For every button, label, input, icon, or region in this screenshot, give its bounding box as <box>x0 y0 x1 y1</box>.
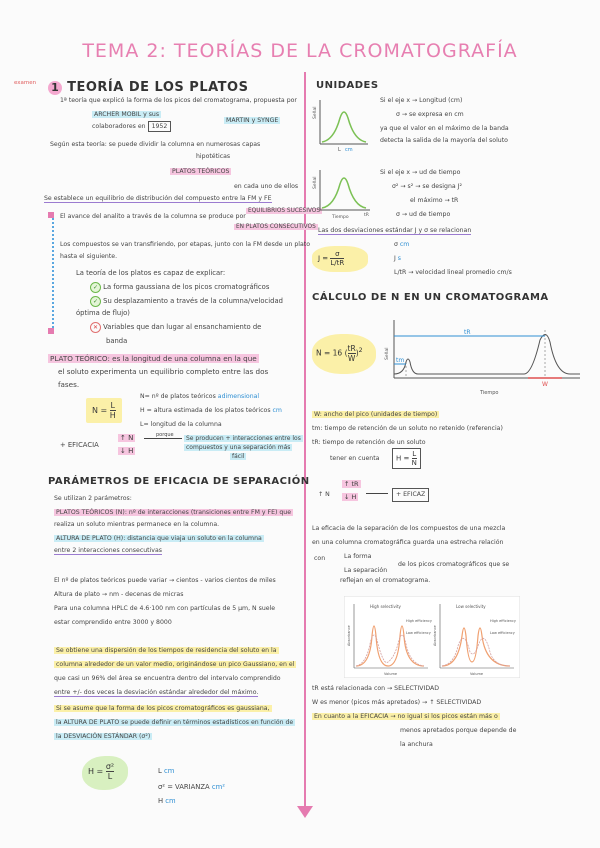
si-line-1: Si se asume que la forma de los picos cromatográficos es gaussiana, <box>56 705 270 712</box>
calc-title: CÁLCULO DE N EN UN CROMATOGRAMA <box>312 292 549 303</box>
ls-label: Low selectivity <box>456 604 486 609</box>
equilibrios-sucesivos: EQUILIBRIOS SUCESIVOS <box>248 208 321 214</box>
eficaz-arrow <box>366 493 388 494</box>
efi-rel: En cuanto a la EFICACIA → no igual si los picos están más o <box>314 713 498 720</box>
ef-line-1: La eficacia de la separación de los compuestos de una mezcla <box>312 525 506 532</box>
proposer-b: MARTIN y SYNGE <box>226 117 279 124</box>
tau-formula: J = $\frac{\sigma}{L/tR}$ <box>318 250 345 267</box>
chrom-ylabel: Señal <box>385 347 390 360</box>
legend-sigma: σ² = VARIANZA cm² <box>158 783 225 791</box>
explain-item-2: ✓ Su desplazamiento a través de la columna/velocidad <box>90 296 283 307</box>
hs-label: High selectivity <box>370 604 401 609</box>
g1-xlabel: L <box>338 147 341 152</box>
hipoteticas-text: hipotéticas <box>196 153 231 160</box>
compuestos-text: Los compuestos se van transfiriendo, por etapas, junto con la FM desde un plato <box>60 241 310 248</box>
check-icon: ✓ <box>90 296 101 307</box>
g1-ylabel: Señal <box>313 106 318 119</box>
he-label-1: High efficiency <box>406 619 432 623</box>
unit-line-8: σ → ud de tiempo <box>396 211 451 218</box>
h-ln-box: H = $\frac{L}{N}$ <box>392 448 421 469</box>
param-1: PLATOS TEÓRICOS (N): nº de interacciones (transiciones entre FM y FE) que <box>56 509 292 516</box>
unit-line-7: el máximo → tR <box>410 197 459 204</box>
unit-line-4: detecta la salida de la mayoría del soluto <box>380 137 508 144</box>
explain-item-2b: óptima de flujo) <box>76 309 130 317</box>
tr-rel: tR está relacionada con → SELECTIVIDAD <box>312 685 439 692</box>
si-line-2: la ALTURA DE PLATO se puede definir en términos estadísticos en función de <box>56 719 294 726</box>
ef-line-2: en una columna cromatográfica guarda una estrecha relación <box>312 539 504 546</box>
units-graph-2 <box>312 164 376 222</box>
tener-text: tener en cuenta <box>330 455 380 462</box>
exam-note: examen <box>14 80 37 86</box>
unit-line-6: σ² → s² → se designa J² <box>392 183 462 190</box>
selectivity-figure <box>344 596 520 678</box>
g1-xunit: cm <box>345 147 353 152</box>
arrow-n: ↑ N <box>318 491 330 498</box>
unit-line-3: ya que el valor en el máximo de la banda <box>380 125 509 132</box>
chrom-w-label: W <box>542 381 548 388</box>
altura-text: Altura de plato → nm - decenas de micras <box>54 591 184 598</box>
timeline-dotted <box>52 214 54 332</box>
n-description: N= nº de platos teóricos adimensional <box>140 393 260 400</box>
fig-ylabel-2: Absorbance <box>433 625 437 646</box>
proposer-a: ARCHER MOBIL y sus <box>94 111 160 118</box>
segun-text: Según esta teoría: se puede dividir la columna en numerosas capas <box>50 141 261 148</box>
de-los-text: de los picos cromatográficos que se <box>398 561 510 568</box>
year-box: 1952 <box>148 121 172 132</box>
collab-text: colaboradores en 1952 <box>92 122 171 132</box>
explain-item-1: ✓ La forma gaussiana de los picos cromatográficos <box>90 282 269 293</box>
intro-text: 1ª teoría que explicó la forma de los picos del cromatograma, propuesta por <box>60 97 297 104</box>
efi-rel-2: menos apretados porque depende de <box>400 727 517 734</box>
explain-item-3: ✕ Variables que dan lugar al ensanchamiento de <box>90 322 261 333</box>
n-calc-formula: N = 16 ( $\frac{tR}{W}$ )$^2$ <box>316 344 363 363</box>
timeline-top-marker <box>48 212 54 218</box>
con-text: con <box>314 555 326 562</box>
equilibrio-line: Se establece un equilibrio de distribución del compuesto entre la FM y FE <box>44 195 272 202</box>
tr-definition: tR: tiempo de retención de un soluto <box>312 439 426 446</box>
chrom-tr-label: tR <box>464 329 471 336</box>
le-label-1: Low efficiency <box>406 631 431 635</box>
chromatogram-chart <box>384 316 584 396</box>
arrow-tr-h: ↑ tR ↓ H <box>344 480 359 501</box>
w-rel: W es menor (picos más apretados) → ↑ SELECTIVIDAD <box>312 699 482 706</box>
explain-item-3b: banda <box>106 337 128 345</box>
forma-text: La forma <box>344 553 372 560</box>
section-1-title: TEORÍA DE LOS PLATOS <box>67 80 249 95</box>
disp-line-4: entre +/- dos veces la desviación estándar alrededor del máximo. <box>54 689 259 696</box>
h-stat-formula: H = $\frac{\text{σ²}}{L}$ <box>88 762 115 781</box>
n-formula: N = $\frac{L}{H}$ <box>86 398 122 423</box>
chrom-tm-label: tm <box>396 357 405 364</box>
tm-definition: tm: tiempo de retención de un soluto no retenido (referencia) <box>312 425 503 432</box>
l-description: L= longitud de la columna <box>140 421 222 428</box>
n-varia-text: El nº de platos teóricos puede variar → cientos - varios cientos de miles <box>54 577 276 584</box>
plato-definition: PLATO TEÓRICO: es la longitud de una columna en la que el soluto experimenta un equilibrio completo entre las dos fases. <box>50 354 269 389</box>
sep-text: La separación <box>344 567 388 574</box>
g2-xunit: tR <box>364 213 369 218</box>
h-description: H = altura estimada de los platos teóricos cm <box>140 407 282 414</box>
efi-rel-3: la anchura <box>400 741 433 748</box>
porque-arrow <box>144 438 182 439</box>
units-title: UNIDADES <box>316 80 379 91</box>
column-divider <box>304 72 306 812</box>
section-2-title: PARÁMETROS DE EFICACIA DE SEPARACIÓN <box>48 476 310 487</box>
check-icon: ✓ <box>90 282 101 293</box>
g2-xlabel: Tiempo <box>332 215 349 220</box>
units-graph-1 <box>312 94 372 152</box>
eficaz-box: + EFICAZ <box>392 488 429 502</box>
param-1b: realiza un soluto mientras permanece en la columna. <box>54 521 220 528</box>
hplc-text: Para una columna HPLC de 4.6·100 nm con partículas de 5 μm, N suele <box>54 605 276 612</box>
fig-xlabel-2: Volume <box>470 672 484 676</box>
disp-line-1: Se obtiene una dispersión de los tiempos de residencia del soluto en la <box>56 647 277 654</box>
si-line-3: la DESVIACIÓN ESTÁNDAR (σ²) <box>56 733 151 740</box>
fig-ylabel-1: Absorbance <box>347 625 351 646</box>
param-2b: entre 2 interacciones consecutivas <box>54 547 162 554</box>
fig-xlabel-1: Volume <box>384 672 398 676</box>
en-platos-consecutivos: EN PLATOS CONSECUTIVOS <box>236 224 316 230</box>
eficacia-label: + EFICACIA <box>60 441 99 449</box>
g2-ylabel: Señal <box>313 176 318 189</box>
section-1-header <box>48 76 248 95</box>
timeline-bottom-marker <box>48 328 54 334</box>
legend-h: H cm <box>158 797 176 805</box>
param-2: ALTURA DE PLATO (H): distancia que viaja un soluto en la columna <box>56 535 262 542</box>
unit-line-5: Si el eje x → ud de tiempo <box>380 169 461 176</box>
platos-teoricos: PLATOS TEÓRICOS <box>172 168 230 175</box>
disp-line-3: que casi un 96% del área se encuentra dentro del intervalo comprendido <box>54 675 281 682</box>
chrom-xlabel: Tiempo <box>480 390 499 396</box>
cross-icon: ✕ <box>90 322 101 333</box>
legend-l: L cm <box>158 767 175 775</box>
utilizan-text: Se utilizan 2 parámetros: <box>54 495 132 502</box>
cada-uno-text: en cada uno de ellos <box>234 183 299 190</box>
section-number: 1 <box>48 81 62 95</box>
w-definition: W: ancho del pico (unidades de tiempo) <box>314 411 438 418</box>
hasta-text: hasta el siguiente. <box>60 253 118 260</box>
j-unit-line: J s <box>394 255 402 262</box>
unit-line-2: σ → se expresa en cm <box>396 111 464 118</box>
eficacia-arrows: ↑ N ↓ H <box>120 434 134 455</box>
page-title: TEMA 2: TEORÍAS DE LA CROMATOGRAFÍA <box>82 40 518 62</box>
avance-text: El avance del analito a través de la columna se produce por <box>60 213 246 220</box>
le-label-2: Low efficiency <box>490 631 515 635</box>
se-producen-text: Se producen + interacciones entre los compuestos y una separación más fácil <box>186 435 301 460</box>
sigma-unit-line: σ cm <box>394 241 410 248</box>
unit-line-9: Las dos desviaciones estándar J y σ se relacionan <box>318 227 472 234</box>
unit-line-1: Si el eje x → Longitud (cm) <box>380 97 463 104</box>
he-label-2: High efficiency <box>490 619 516 623</box>
porque-label: porque <box>156 432 174 438</box>
comprendido-text: estar comprendido entre 3000 y 8000 <box>54 619 172 626</box>
disp-line-2: columna alrededor de un valor medio, originándose un pico Gaussiano, en el <box>56 661 295 668</box>
reflejan-text: reflejan en el cromatograma. <box>340 577 431 584</box>
ltr-line: L/tR → velocidad lineal promedio cm/s <box>394 269 512 276</box>
capaz-text: La teoría de los platos es capaz de explicar: <box>76 269 226 277</box>
down-arrow-icon <box>297 806 313 818</box>
